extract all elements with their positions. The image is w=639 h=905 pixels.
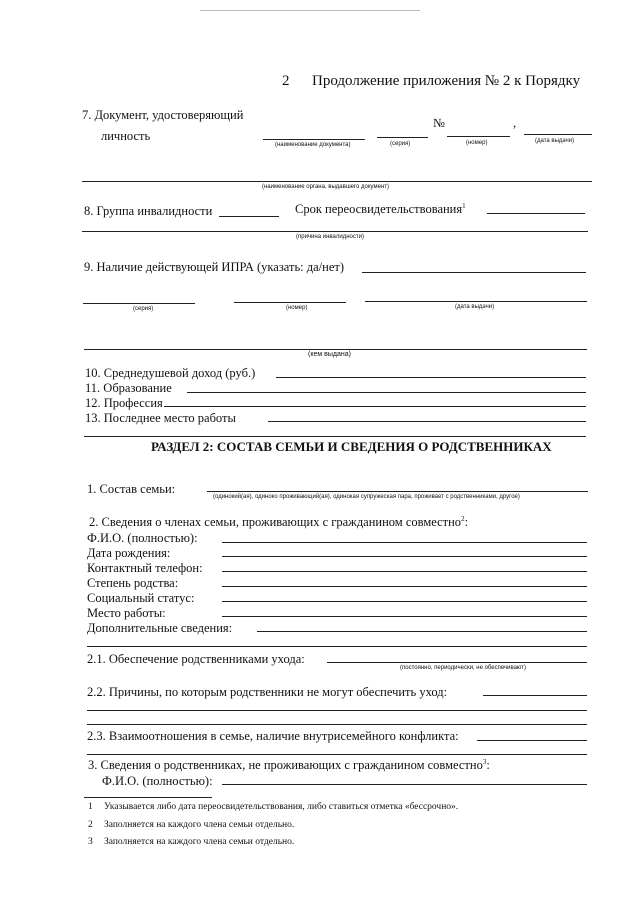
field-kinship-input[interactable]	[222, 586, 587, 587]
field-fio-label: Ф.И.О. (полностью):	[87, 531, 198, 545]
caption-doc-name: (наименование документа)	[275, 142, 351, 148]
caption-issuer: (наименование органа, выдавшего документ)	[262, 184, 390, 190]
footnote-1-num: 1	[88, 802, 93, 812]
reasons-field[interactable]	[483, 695, 587, 696]
field-additional-label: Дополнительные сведения:	[87, 621, 233, 635]
caption-ipra-number: (номер)	[286, 305, 308, 311]
page-number: 2	[282, 73, 290, 89]
comma: ,	[513, 116, 517, 130]
reasons-field-3[interactable]	[87, 724, 587, 725]
footnote-2-num: 2	[88, 820, 93, 830]
ipra-series-field[interactable]	[83, 303, 195, 304]
care-field[interactable]	[327, 662, 587, 663]
field-kinship-label: Степень родства:	[87, 576, 179, 590]
caption-reason: (причина инвалидности)	[296, 234, 364, 240]
field-workplace-label: Место работы:	[87, 606, 166, 620]
nonresident-heading: 3. Сведения о родственниках, не проживающих с гражданином совместно$^3$:	[88, 758, 490, 773]
item7-label-line2: личность	[101, 129, 151, 143]
profession-field[interactable]	[164, 406, 586, 407]
family-composition-label: 1. Состав семьи:	[87, 482, 176, 496]
caption-ipra-date: (дата выдачи)	[455, 304, 495, 310]
item10-label: 10. Среднедушевой доход (руб.)	[85, 366, 256, 380]
caption-date: (дата выдачи)	[535, 138, 575, 144]
item7-label: 7. Документ, удостоверяющий	[82, 108, 244, 122]
caption-family-composition: (одинокий(ая), одиноко проживающий(ая), одинокая супружеская пара, проживает с родственниками, другое)	[213, 494, 520, 500]
field-additional-input[interactable]	[257, 631, 587, 632]
nonresident-fio-field[interactable]	[222, 784, 587, 785]
field-social-status-input[interactable]	[222, 601, 587, 602]
reasons-field-2[interactable]	[87, 710, 587, 711]
review-label: Срок переосвидетельствования$^1$	[295, 202, 466, 217]
caption-series: (серия)	[390, 141, 411, 147]
number-field[interactable]	[447, 136, 510, 137]
caption-issued-by: (кем выдана)	[308, 351, 351, 358]
item9-label: 9. Наличие действующей ИПРА (указать: да/нет)	[84, 260, 344, 274]
item12-label: 12. Профессия	[85, 396, 163, 410]
field-workplace-input[interactable]	[222, 616, 587, 617]
reason-field[interactable]	[82, 231, 588, 232]
field-birth-input[interactable]	[222, 556, 587, 557]
review-date-field[interactable]	[487, 213, 585, 214]
caption-number: (номер)	[466, 140, 488, 146]
care-label: 2.1. Обеспечение родственниками ухода:	[87, 652, 305, 666]
issuer-field[interactable]	[82, 181, 592, 182]
doc-name-field[interactable]	[263, 139, 365, 140]
last-job-field[interactable]	[268, 421, 586, 422]
ipra-field[interactable]	[362, 272, 586, 273]
relations-field-2[interactable]	[87, 754, 587, 755]
field-fio-input[interactable]	[222, 542, 587, 543]
caption-care: (постоянно, периодически, не обеспечивают)	[400, 665, 527, 671]
members-heading: 2. Сведения о членах семьи, проживающих с гражданином совместно$^2$:	[89, 515, 469, 530]
nonresident-fio-label: Ф.И.О. (полностью):	[102, 774, 213, 788]
series-field[interactable]	[377, 137, 428, 138]
item13-label: 13. Последнее место работы	[85, 411, 236, 425]
field-phone-label: Контактный телефон:	[87, 561, 203, 575]
ipra-number-field[interactable]	[234, 302, 346, 303]
field-additional-input-2[interactable]	[87, 646, 587, 647]
field-social-status-label: Социальный статус:	[87, 591, 195, 605]
last-job-field-2[interactable]	[84, 436, 586, 437]
section2-heading: РАЗДЕЛ 2: СОСТАВ СЕМЬИ И СВЕДЕНИЯ О РОДСТВЕННИКАХ	[151, 439, 552, 454]
footnote-2-text: Заполняется на каждого члена семьи отдельно.	[104, 820, 295, 830]
item8-label: 8. Группа инвалидности	[84, 204, 213, 218]
ipra-issued-by-field[interactable]	[84, 349, 587, 350]
footnote-separator	[84, 797, 212, 798]
item11-label: 11. Образование	[85, 381, 172, 395]
disability-group-field[interactable]	[219, 216, 279, 217]
page-title: Продолжение приложения № 2 к Порядку	[312, 73, 581, 89]
footnote-1-text: Указывается либо дата переосвидетельствования, либо ставиться отметка «бессрочно».	[104, 802, 459, 812]
relations-field[interactable]	[477, 740, 587, 741]
education-field[interactable]	[187, 392, 586, 393]
relations-label: 2.3. Взаимоотношения в семье, наличие внутрисемейного конфликта:	[87, 729, 459, 743]
scan-artifact	[200, 10, 420, 11]
caption-ipra-series: (серия)	[133, 306, 154, 312]
field-birth-label: Дата рождения:	[87, 546, 171, 560]
income-field[interactable]	[276, 377, 586, 378]
family-composition-field[interactable]	[207, 491, 588, 492]
number-sign: №	[433, 116, 445, 130]
footnote-3-text: Заполняется на каждого члена семьи отдельно.	[104, 837, 295, 847]
reasons-label: 2.2. Причины, по которым родственники не могут обеспечить уход:	[87, 685, 448, 699]
field-phone-input[interactable]	[222, 571, 587, 572]
date-field[interactable]	[524, 134, 592, 135]
footnote-3-num: 3	[88, 837, 93, 847]
ipra-date-field[interactable]	[365, 301, 587, 302]
